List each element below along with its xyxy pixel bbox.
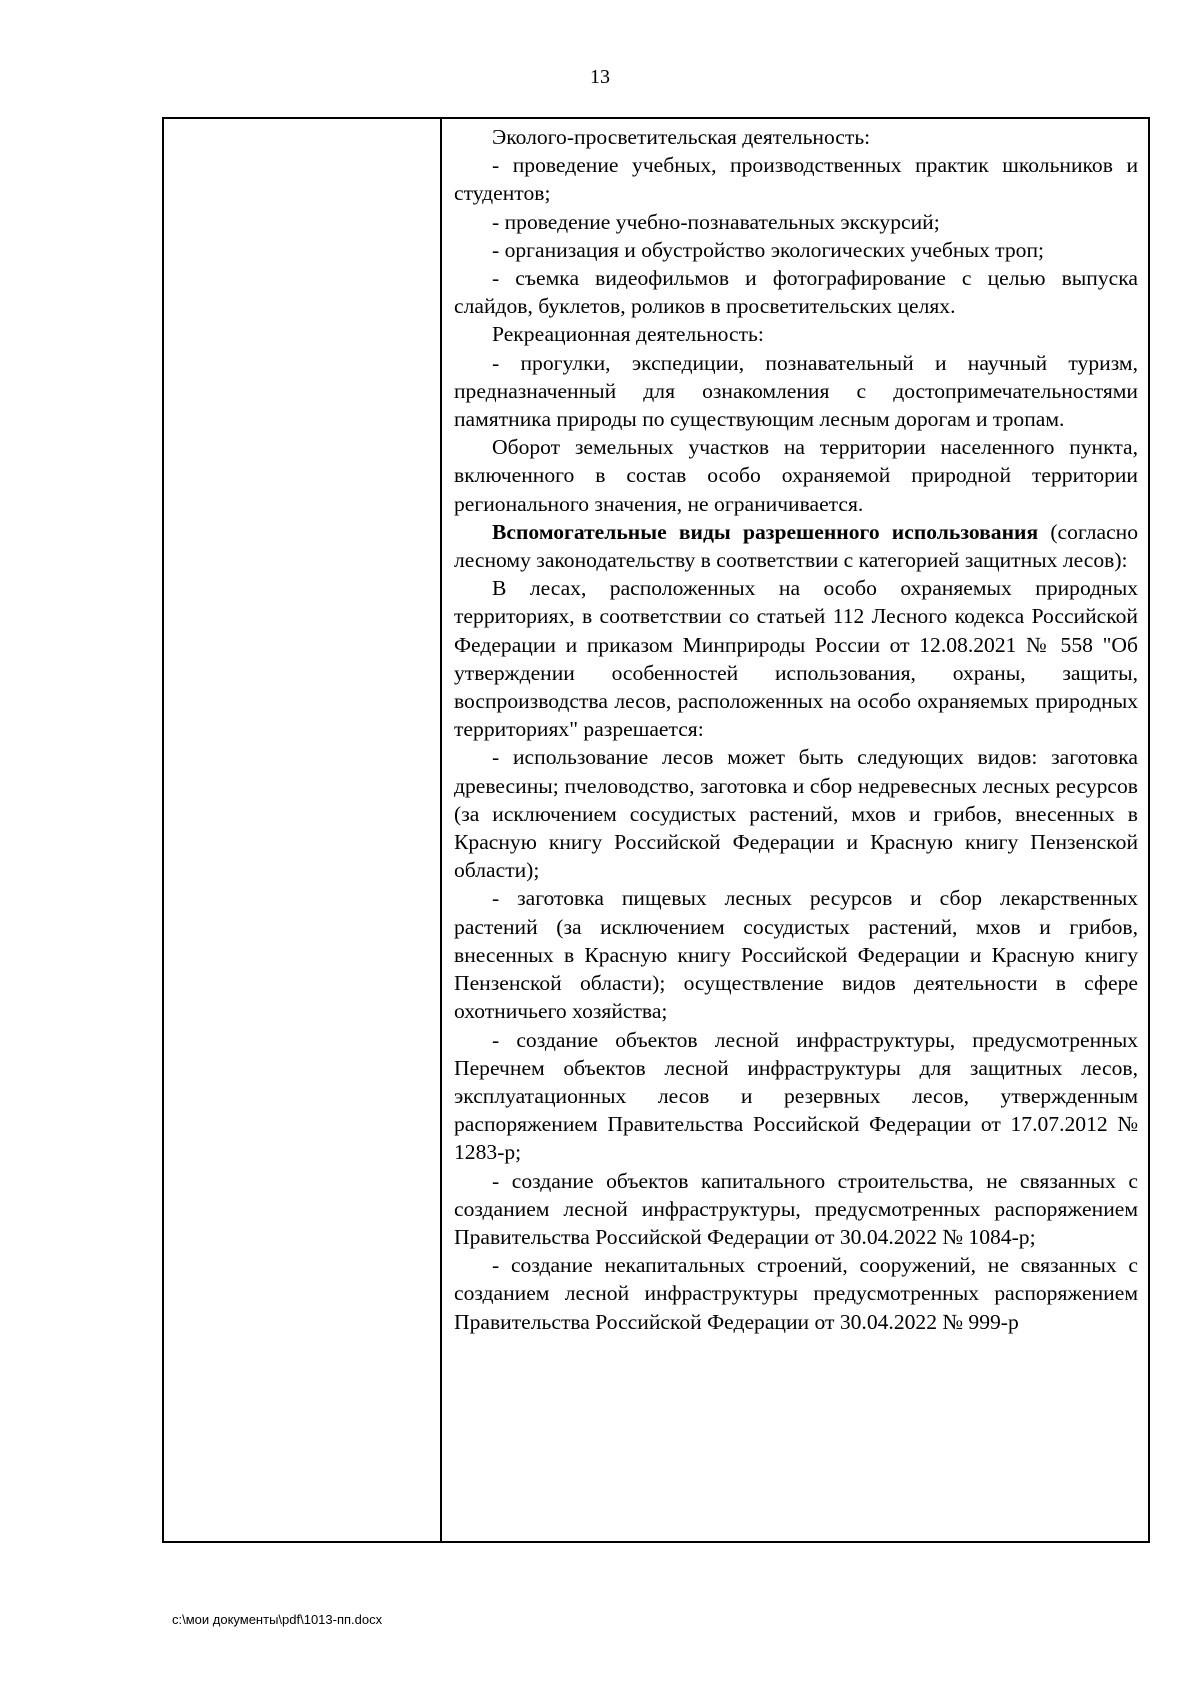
paragraph-food-resources: - заготовка пищевых лесных ресурсов и сбор лекарственных растений (за исключением сосудистых растений, мхов и грибов, внесенных в Красную книгу Российской Федерации и Красную книгу Пензенской области); осуществление видов деятельности в сфере охотничьего хозяйства;: [454, 886, 1138, 1024]
paragraph-forest-infrastructure: - создание объектов лесной инфраструктуры, предусмотренных Перечнем объектов лесной инфраструктуры для защитных лесов, эксплуатационных лесов и резервных лесов, утвержденным распоряжением Правительства Российской Федерации от 17.07.2012 № 1283-р;: [454, 1027, 1138, 1165]
auxiliary-uses-note: (согласно лесному законодательству в соответствии с категорией защитных лесов):: [454, 519, 1139, 573]
paragraph-excursions: - проведение учебно-познавательных экскурсий;: [492, 209, 940, 234]
paragraph-filming: - съемка видеофильмов и фотографирование с целью выпуска слайдов, буклетов, роликов в просветительских целях.: [454, 266, 1138, 319]
page-number: 13: [590, 66, 610, 88]
paragraph-forest-use-types: - использование лесов может быть следующих видов: заготовка древесины; пчеловодство, заготовка и сбор недревесных лесных ресурсов (за исключением сосудистых растений, мхов и грибов, внесенных в Красную книгу Российской Федерации и Красную книгу Пензенской области);: [454, 745, 1138, 883]
paragraph-trails: - организация и обустройство экологических учебных троп;: [492, 237, 1045, 262]
table-left-cell: [164, 119, 442, 1541]
paragraph-forests-oopt: В лесах, расположенных на особо охраняемых природных территориях, в соответствии со статьей 112 Лесного кодекса Российской Федерации и приказом Минприроды России от 12.08.2021 № 558 "Об утверждении особенностей использования, охраны, защиты, воспроизводства лесов, расположенных на особо охраняемых природных территориях" разрешается:: [454, 576, 1138, 742]
paragraph-walks: - прогулки, экспедиции, познавательный и научный туризм, предназначенный для ознакомления с достопримечательностями памятника природы по существующим лесным дорогам и тропам.: [454, 350, 1138, 432]
table-right-cell: [442, 119, 1148, 1541]
auxiliary-uses-heading: Вспомогательные виды разрешенного использования: [492, 519, 1039, 544]
footer-file-path: c:\мои документы\pdf\1013-пп.docx: [172, 1612, 383, 1627]
paragraph-auxiliary-uses: [454, 518, 1138, 574]
paragraph-non-capital-structures: - создание некапитальных строений, сооружений, не связанных с созданием лесной инфраструктуры предусмотренных распоряжением Правительства Российской Федерации от 30.04.2022 № 999-р: [454, 1253, 1138, 1334]
paragraph-land-turnover: Оборот земельных участков на территории населенного пункта, включенного в состав особо охраняемой природной территории регионального значения, не ограничивается.: [454, 435, 1138, 516]
paragraph-eco-education: Эколого-просветительская деятельность:: [492, 125, 871, 149]
paragraph-capital-construction: - создание объектов капитального строительства, не связанных с созданием лесной инфраструктуры, предусмотренных распоряжением Правительства Российской Федерации от 30.04.2022 № 1084-р;: [454, 1168, 1138, 1249]
paragraph-practices: - проведение учебных, производственных практик школьников и студентов;: [454, 153, 1138, 206]
paragraph-recreation: Рекреационная деятельность:: [492, 322, 764, 347]
document-table: [162, 117, 1150, 1543]
